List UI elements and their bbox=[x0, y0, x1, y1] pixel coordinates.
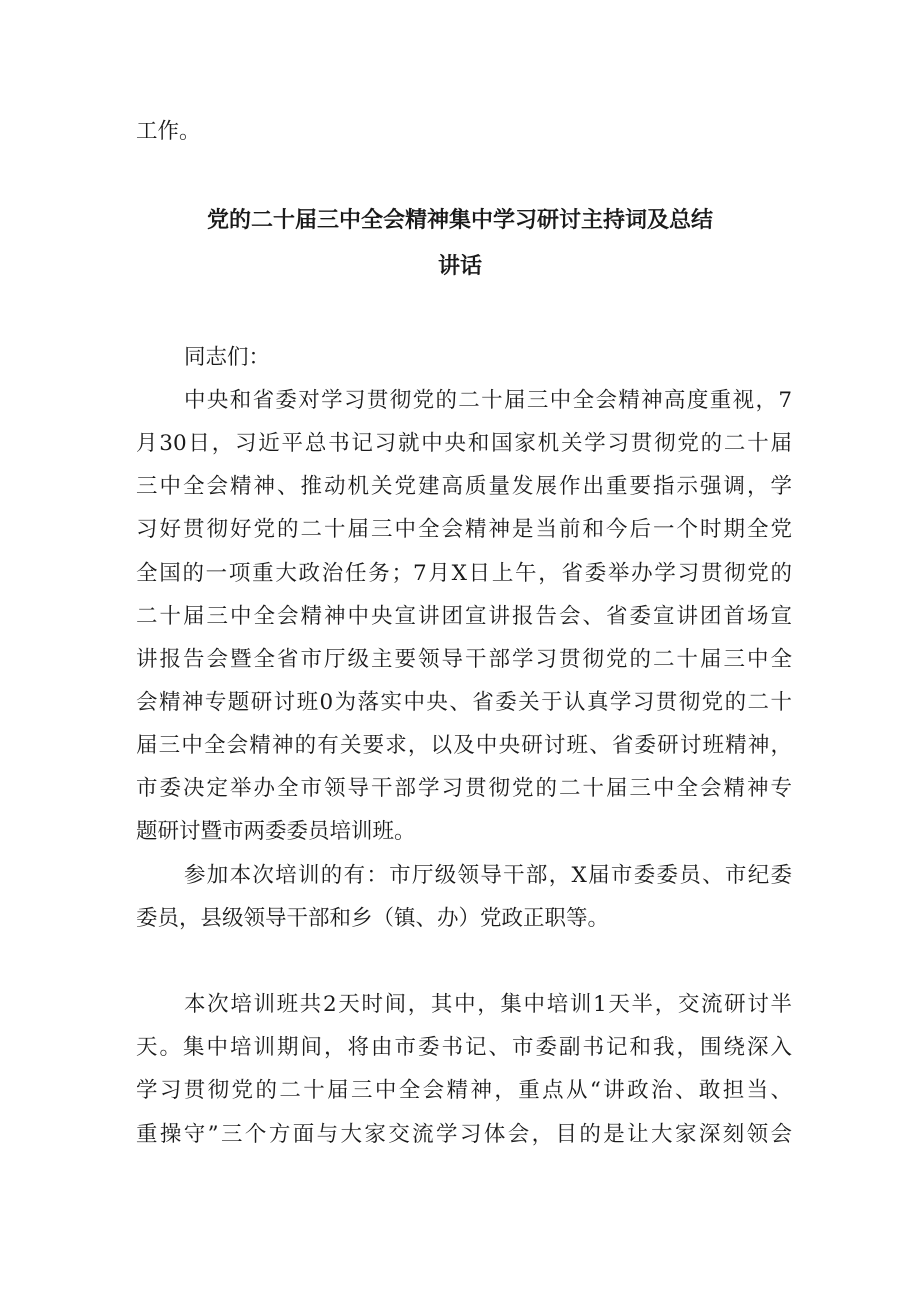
paragraph-1-line: 二十届三中全会精神中央宣讲团宣讲报告会、省委宣讲团首场宣 bbox=[136, 604, 792, 629]
paragraph-3-line: 重操守”三个方面与大家交流学习体会，目的是让大家深刻领会 bbox=[136, 1122, 792, 1147]
salutation: 同志们： bbox=[184, 345, 271, 370]
paragraph-1-line: 习好贯彻好党的二十届三中全会精神是当前和今后一个时期全党 bbox=[136, 517, 792, 542]
paragraph-1-line: 会精神专题研讨班0为落实中央、省委关于认真学习贯彻党的二十 bbox=[136, 690, 792, 715]
carryover-text: 工作。 bbox=[136, 119, 201, 144]
paragraph-1-line: 中央和省委对学习贯彻党的二十届三中全会精神高度重视，7 bbox=[184, 388, 792, 413]
paragraph-1-line: 月30日，习近平总书记习就中央和国家机关学习贯彻党的二十届 bbox=[136, 431, 792, 456]
paragraph-2-line: 委员，县级领导干部和乡（镇、办）党政正职等。 bbox=[136, 906, 610, 931]
paragraph-3-line: 学习贯彻党的二十届三中全会精神，重点从“讲政治、敢担当、 bbox=[136, 1078, 792, 1103]
paragraph-1-line: 题研讨暨市两委委员培训班。 bbox=[136, 819, 416, 844]
paragraph-1-line: 讲报告会暨全省市厅级主要领导干部学习贯彻党的二十届三中全 bbox=[136, 647, 792, 672]
document-title-line-1: 党的二十届三中全会精神集中学习研讨主持词及总结 bbox=[206, 208, 713, 233]
document-title-line-2: 讲话 bbox=[437, 254, 482, 279]
paragraph-3-line: 天。集中培训期间，将由市委书记、市委副书记和我，围绕深入 bbox=[136, 1035, 792, 1060]
paragraph-1-line: 三中全会精神、推动机关党建高质量发展作出重要指示强调，学 bbox=[136, 474, 792, 499]
paragraph-1-line: 市委决定举办全市领导干部学习贯彻党的二十届三中全会精神专 bbox=[136, 776, 792, 801]
paragraph-1-line: 全国的一项重大政治任务；7月X日上午，省委举办学习贯彻党的 bbox=[136, 561, 792, 586]
paragraph-1-line: 届三中全会精神的有关要求，以及中央研讨班、省委研讨班精神， bbox=[136, 733, 792, 758]
paragraph-3-line: 本次培训班共2天时间，其中，集中培训1天半，交流研讨半 bbox=[184, 992, 792, 1017]
paragraph-2-line: 参加本次培训的有：市厅级领导干部，X届市委委员、市纪委 bbox=[184, 863, 792, 888]
